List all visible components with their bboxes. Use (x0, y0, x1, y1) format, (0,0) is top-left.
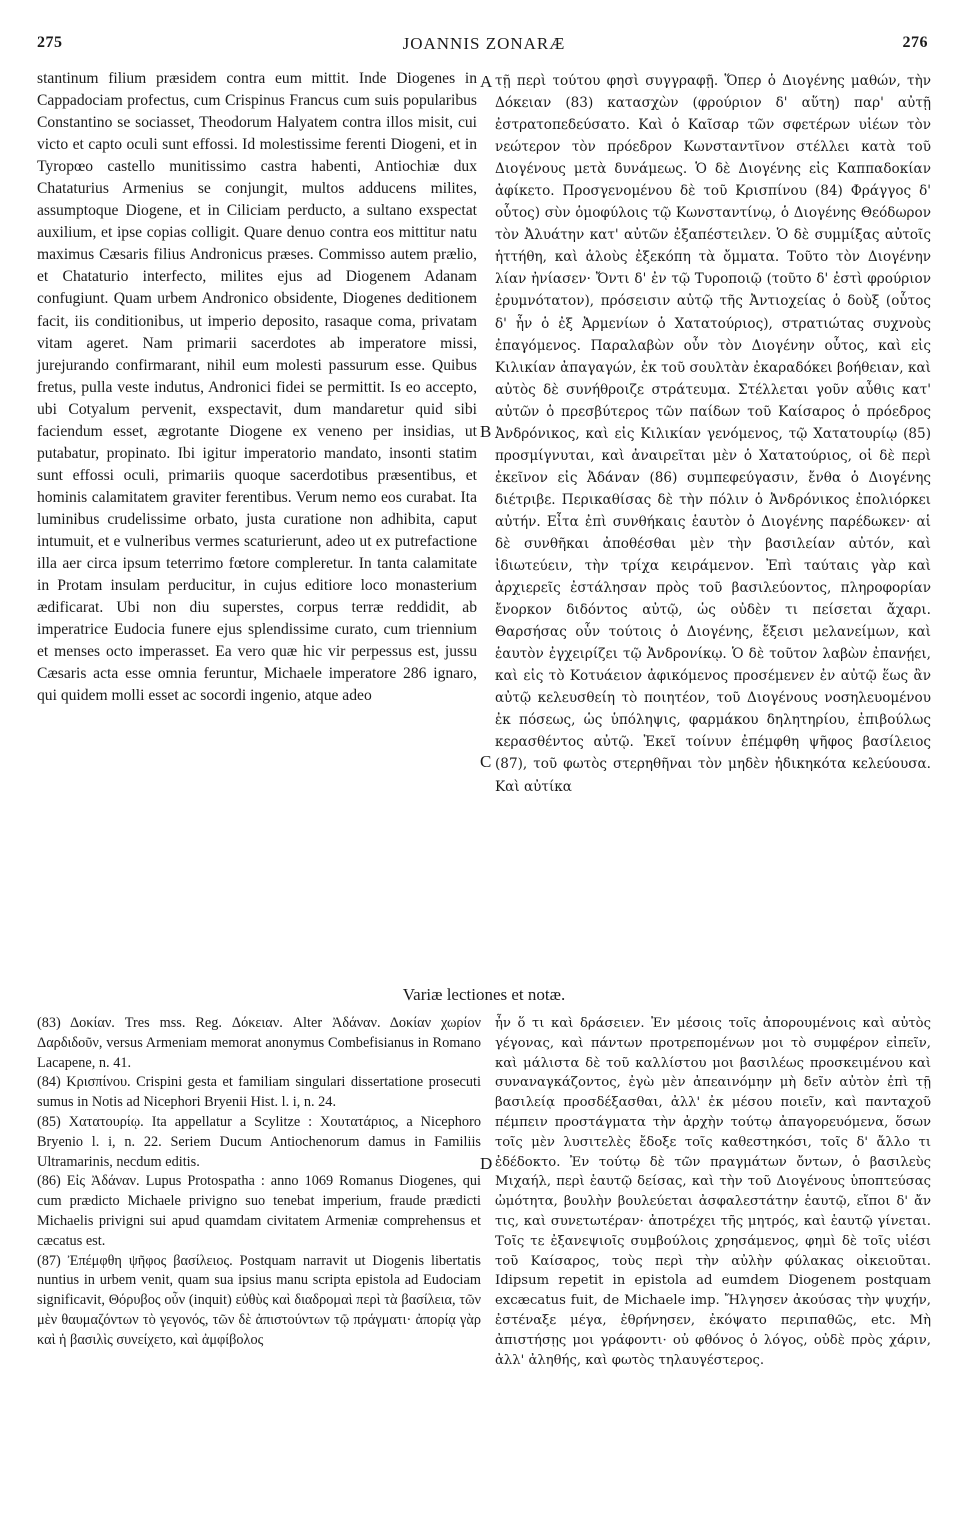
note-85: (85) Χατατουρίῳ. Ita appellatur a Scylitze : Χουτατάριος, a Nicephoro Bryenio l. i, n. 22. Seriem Ducum Antiochenorum damus in Familiis Ultramarinis, necdum editis. (37, 1113, 481, 1170)
page-number-right: 276 (902, 34, 928, 51)
margin-mark-c: C (480, 752, 492, 771)
margin-mark-d: D (480, 1154, 493, 1173)
note-86: (86) Εἰς Ἀδάναν. Lupus Protospatha : anno 1069 Romanus Diogenes, qui cum prædicto Michaele privigno suo tenebat imperium, fraude prædicti Michaelis privigni sui apud quamdam civitatem Armeniæ comprehensus et cæcatus est. (37, 1173, 481, 1249)
note-87-continued: ἦν ὅ τι καὶ δράσειεν. Ἐν μέσοις τοῖς ἀπορουμένοις καὶ αὐτὸς γέγονας, καὶ πάντων προτρεπομένων μοι τὸ συμφέρον εἰπεῖν, καὶ μάλιστα δὲ τοῦ καλλίστου μοι βασιλέως προσκειμένου καὶ συναναγκάζοντος, ἐγὼ μὲν ἀπεαινόμην μὴ δεῖν αὐτὸν ἐπὶ τῇ βασιλείᾳ προσδέξασθαι, ἀλλ' ἐκ μέσου ποιεῖν, καὶ πανταχοῦ πέμπειν προστάγματα τὴν ἀρχὴν τούτῳ ἀπαγορευόμενα, ὅσων τοῖς μὲν λυσιτελὲς ἔδοξε τοῖς καθεστηκόσι, τοῖς δ' ἄλλο τι ἐδέδοκτο. Ἐν τούτῳ δὲ τῶν πραγμάτων ὄντων, ὁ βασιλεὺς Μιχαήλ, περὶ ἑαυτῷ δείσας, καὶ τὴν τοῦ Διογένους ὑποπτεύσας ὠμότητα, βουλὴν βουλεύεται ἀσφαλεστάτην ἑαυτῷ, εἴποι δ' ἄν τις, καὶ συνετωτέραν· ἀποτρέχει τῆς μητρός, καὶ ἑαυτῷ γίνεται. Τοῖς τε ἐξανεψιοῖς συμβούλοις χρησάμενος, φημὶ δὲ τοῖς υἱέσι τοῦ Καίσαρος, τοὺς περὶ τὴν αὐλὴν φύλακας οἰκειοῦται. Idipsum repetit in epistola ad eumdem Diogenem postquam excæcatus fuit, de Michaele imp. Ἤλγησεν ἀκούσας τὴν ψυχήν, ἐστέναξε μέγα, ἐθρήνησεν, ἐκόψατο περιπαθῶς, etc. Μὴ ἀπιστήσῃς μοι γράφοντι· οὐ φθόνος ὁ λόγος, οὐδὲ πρὸς χάριν, ἀλλ' ἀληθής, καὶ φωτὸς τηλαυγέστερος. (495, 1016, 931, 1368)
latin-text: stantinum filium præsidem contra eum mittit. Inde Diogenes in Cappadociam profectus, cum Crispinus Francus cum suis popularibus Constantino se sociasset, Theodorum Halyatem contra illos misit, cui victo et capto oculi sunt effossi. Id molestissime ferenti Diogeni, et in Tyropœo castello munitissimo castra habenti, Antiochiæ dux Chataturius Armenius se conjungit, multos adducens milites, assumptoque Diogene, et in Ciliciam perducto, a sultano exspectat auxilium, et ipse copias colligit. Quare denuo contra eos mittitur natu maximus Cæsaris filius Andronicus præses. Commisso autem prælio, et Chataturio interfecto, milites ejus ad Diogenem Adanam confugiunt. Quam urbem Andronico obsidente, Diogenes deditionem facit, iis conditionibus, ut imperio deposito, rasaque coma, privatam vitam ageret. Nam primarii sacerdotes ab imperatore missi, jurejurando confirmarant, nihil eum molesti passurum esse. Quibus fretus, pulla veste indutus, Andronici fidei se permittit. Is eo accepto, ubi Cotyalum pervenit, exspectavit, dum mandaretur quid sibi faciendum esset, ægrotante Diogene ex veneno per insidias, ut putabatur, propinato. Ibi igitur imperatorio mandato, insonti statim sunt effossi oculi, primariis quoque sacerdotibus præsentibus, et hominis calamitatem graviter ferentibus. Verum nemo eos curabat. Ita luminibus crudelissime orbato, justa curatione non adhibita, caput intumuit, et e vulneribus vermes scaturierunt, adeo ut ex putrefactione illa aer circa ipsum teterrimo fœtore compleretur. In tanta calamitate in Protam insulam perducitur, in cujus editiore loco monasterium ædificarat. Ubi non diu superstes, corpus terræ reddidit, ab imperatrice Eudocia funere ejus splendissime curato, cum triennium et menses octo imperasset. Ea vero quæ hic vir perpessus est, jussu Cæsaris acta esse omnia feruntur, Michaele imperatore 286 ignaro, qui quidem molli esset ac socordi ingenio, atque adeo (37, 70, 477, 705)
notes-right-column (495, 1014, 931, 1370)
margin-mark-a: A (480, 72, 493, 91)
latin-column (37, 68, 477, 707)
margin-mark-b: B (480, 422, 492, 441)
running-title: JOANNIS ZONARÆ (402, 34, 566, 53)
greek-text: τῇ περὶ τούτου φησὶ συγγραφῇ. Ὅπερ ὁ Διογένης μαθών, τὴν Δόκειαν (83) κατασχὼν (φρούριον δ' αὕτη) παρ' αὐτῇ ἐστρατοπεδεύσατο. Καὶ ὁ Καῖσαρ τῶν σφετέρων υἱέων τὸν νεώτερον τὸν πρόεδρον Κωνσταντῖνον στέλλει κατὰ τοῦ Διογένους μετὰ δυνάμεως. Ὁ δὲ Διογένης εἰς Καππαδοκίαν ἀφίκετο. Προσγενομένου δὲ τοῦ Κρισπίνου (84) Φράγγος δ' οὗτος) σὺν ὁμοφύλοις τῷ Κωνσταντίνῳ, ὁ Διογένης Θεόδωρον τὸν Ἀλυάτην κατ' αὐτῶν ἐξαπέστειλεν. Ὁ δὲ συμμίξας αὐτοῖς ἡττήθη, καὶ ἁλοὺς ἐξεκόπη τὰ ὄμματα. Τοῦτο τὸν Διογένην λίαν ἠνίασεν· Ὄντι δ' ἐν τῷ Τυροποιῷ (τοῦτο δ' ἐστὶ φρούριον ἐρυμνότατον), πρόσεισιν αὐτῷ τῆς Ἀντιοχείας ὁ δοὺξ (οὗτος δ' ἦν ὁ ἐξ Ἀρμενίων ὁ Χατατούριος), στρατιώτας συχνοὺς ἐπαγόμενος. Παραλαβὼν οὖν τὸν Διογένην οὗτος, καὶ εἰς Κιλικίαν ἀπαγαγών, ἐκ τοῦ σουλτὰν ἐκαραδόκει βοήθειαν, καὶ αὐτὸς δὲ συνήθροιζε στράτευμα. Στέλλεται γοῦν αὖθις κατ' αὐτῶν ὁ πρεσβύτερος τῶν παίδων τοῦ Καίσαρος ὁ πρόεδρος Ἀνδρόνικος, καὶ εἰς Κιλικίαν γενόμενος, τῷ Χατατουρίῳ (85) προσμίγνυται, καὶ ἀναιρεῖται μὲν ὁ Χατατούριος, οἱ δὲ περὶ ἐκεῖνον εἰς Ἀδάναν (86) συμπεφεύγασιν, ἔνθα ὁ Διογένης διέτριβε. Περικαθίσας δὲ τὴν πόλιν ὁ Ἀνδρόνικος ἐπολιόρκει αὐτήν. Εἶτα ἐπὶ συνθήκαις ἑαυτὸν ὁ Διογένης παρέδωκεν· αἱ δὲ συνθῆκαι ἀποθέσθαι μὲν τὴν βασιλείαν αὐτόν, καὶ ἰδιωτεύειν, τὴν τρίχα κειράμενον. Ἐπὶ ταύταις γὰρ καὶ ἀρχιερεῖς ἐστάλησαν πρὸς τοῦ βασιλεύοντος, πληροφορίαν ἔνορκον διδόντος αὐτῷ, ὡς οὐδὲν τι πείσεται ἄχαρι. Θαρσήσας οὖν τούτοις ὁ Διογένης, ἔξεισι μελανείμων, καὶ ἑαυτὸν ἐγχειρίζει τῷ Ἀνδρονίκῳ. Ὁ δὲ τοῦτον λαβὼν ἐπανῄει, καὶ εἰς τὸ Κοτυάειον ἀφικόμενος προσέμενεν ἐν αὐτῷ ἕως ἂν αὐτῷ κελευσθείη τὸ ποιητέον, τοῦ Διογένους νοσηλευομένου ἐκ πόσεως, ὡς ὑπόληψις, φαρμάκου δηλητηρίου, ἐπιβούλως κερασθέντος αὐτῷ. Ἐκεῖ τοίνυν ἐπέμφθη ψῆφος βασίλειος (87), τοῦ φωτὸς στερηθῆναι τὸν μηδὲν ἠδικηκότα κελεύουσα. Καὶ αὐτίκα (495, 73, 931, 795)
note-83: (83) Δοκίαν. Tres mss. Reg. Δόκειαν. Alter Ἀδάναν. Δοκίαν χωρίον Δαρδιδοῦν, versus Armeniam memorat anonymus Combefisianus in Romano Lacapene, n. 41. (37, 1015, 481, 1071)
notes-heading: Variæ lectiones et notæ. (402, 985, 566, 1004)
greek-column (495, 70, 931, 798)
notes-left-column (37, 1014, 481, 1351)
page-number-left: 275 (37, 34, 63, 51)
note-87: (87) Ἐπέμφθη ψῆφος βασίλειος. Postquam narravit ut Diogenis libertatis nuntius in urbem venit, quam sua ipsius manu scripta epistola ad Eudociam significavit, Θόρυβος οὖν (inquit) εὐθὺς καὶ διαδρομαὶ περὶ τὰ βασίλεια, τῶν μὲν θαυμαζόντων τὸ γεγονός, τῶν δὲ ἀπιστούντων τῷ πράγματι· ἀπορίᾳ γὰρ καὶ ἡ βασιλὶς συνείχετο, καὶ ἀμφίβολος (37, 1252, 481, 1348)
note-84: (84) Κρισπίνου. Crispini gesta et familiam singulari dissertatione prosecuti sumus in Notis ad Nicephori Bryenii Hist. l. i, n. 24. (37, 1074, 481, 1111)
